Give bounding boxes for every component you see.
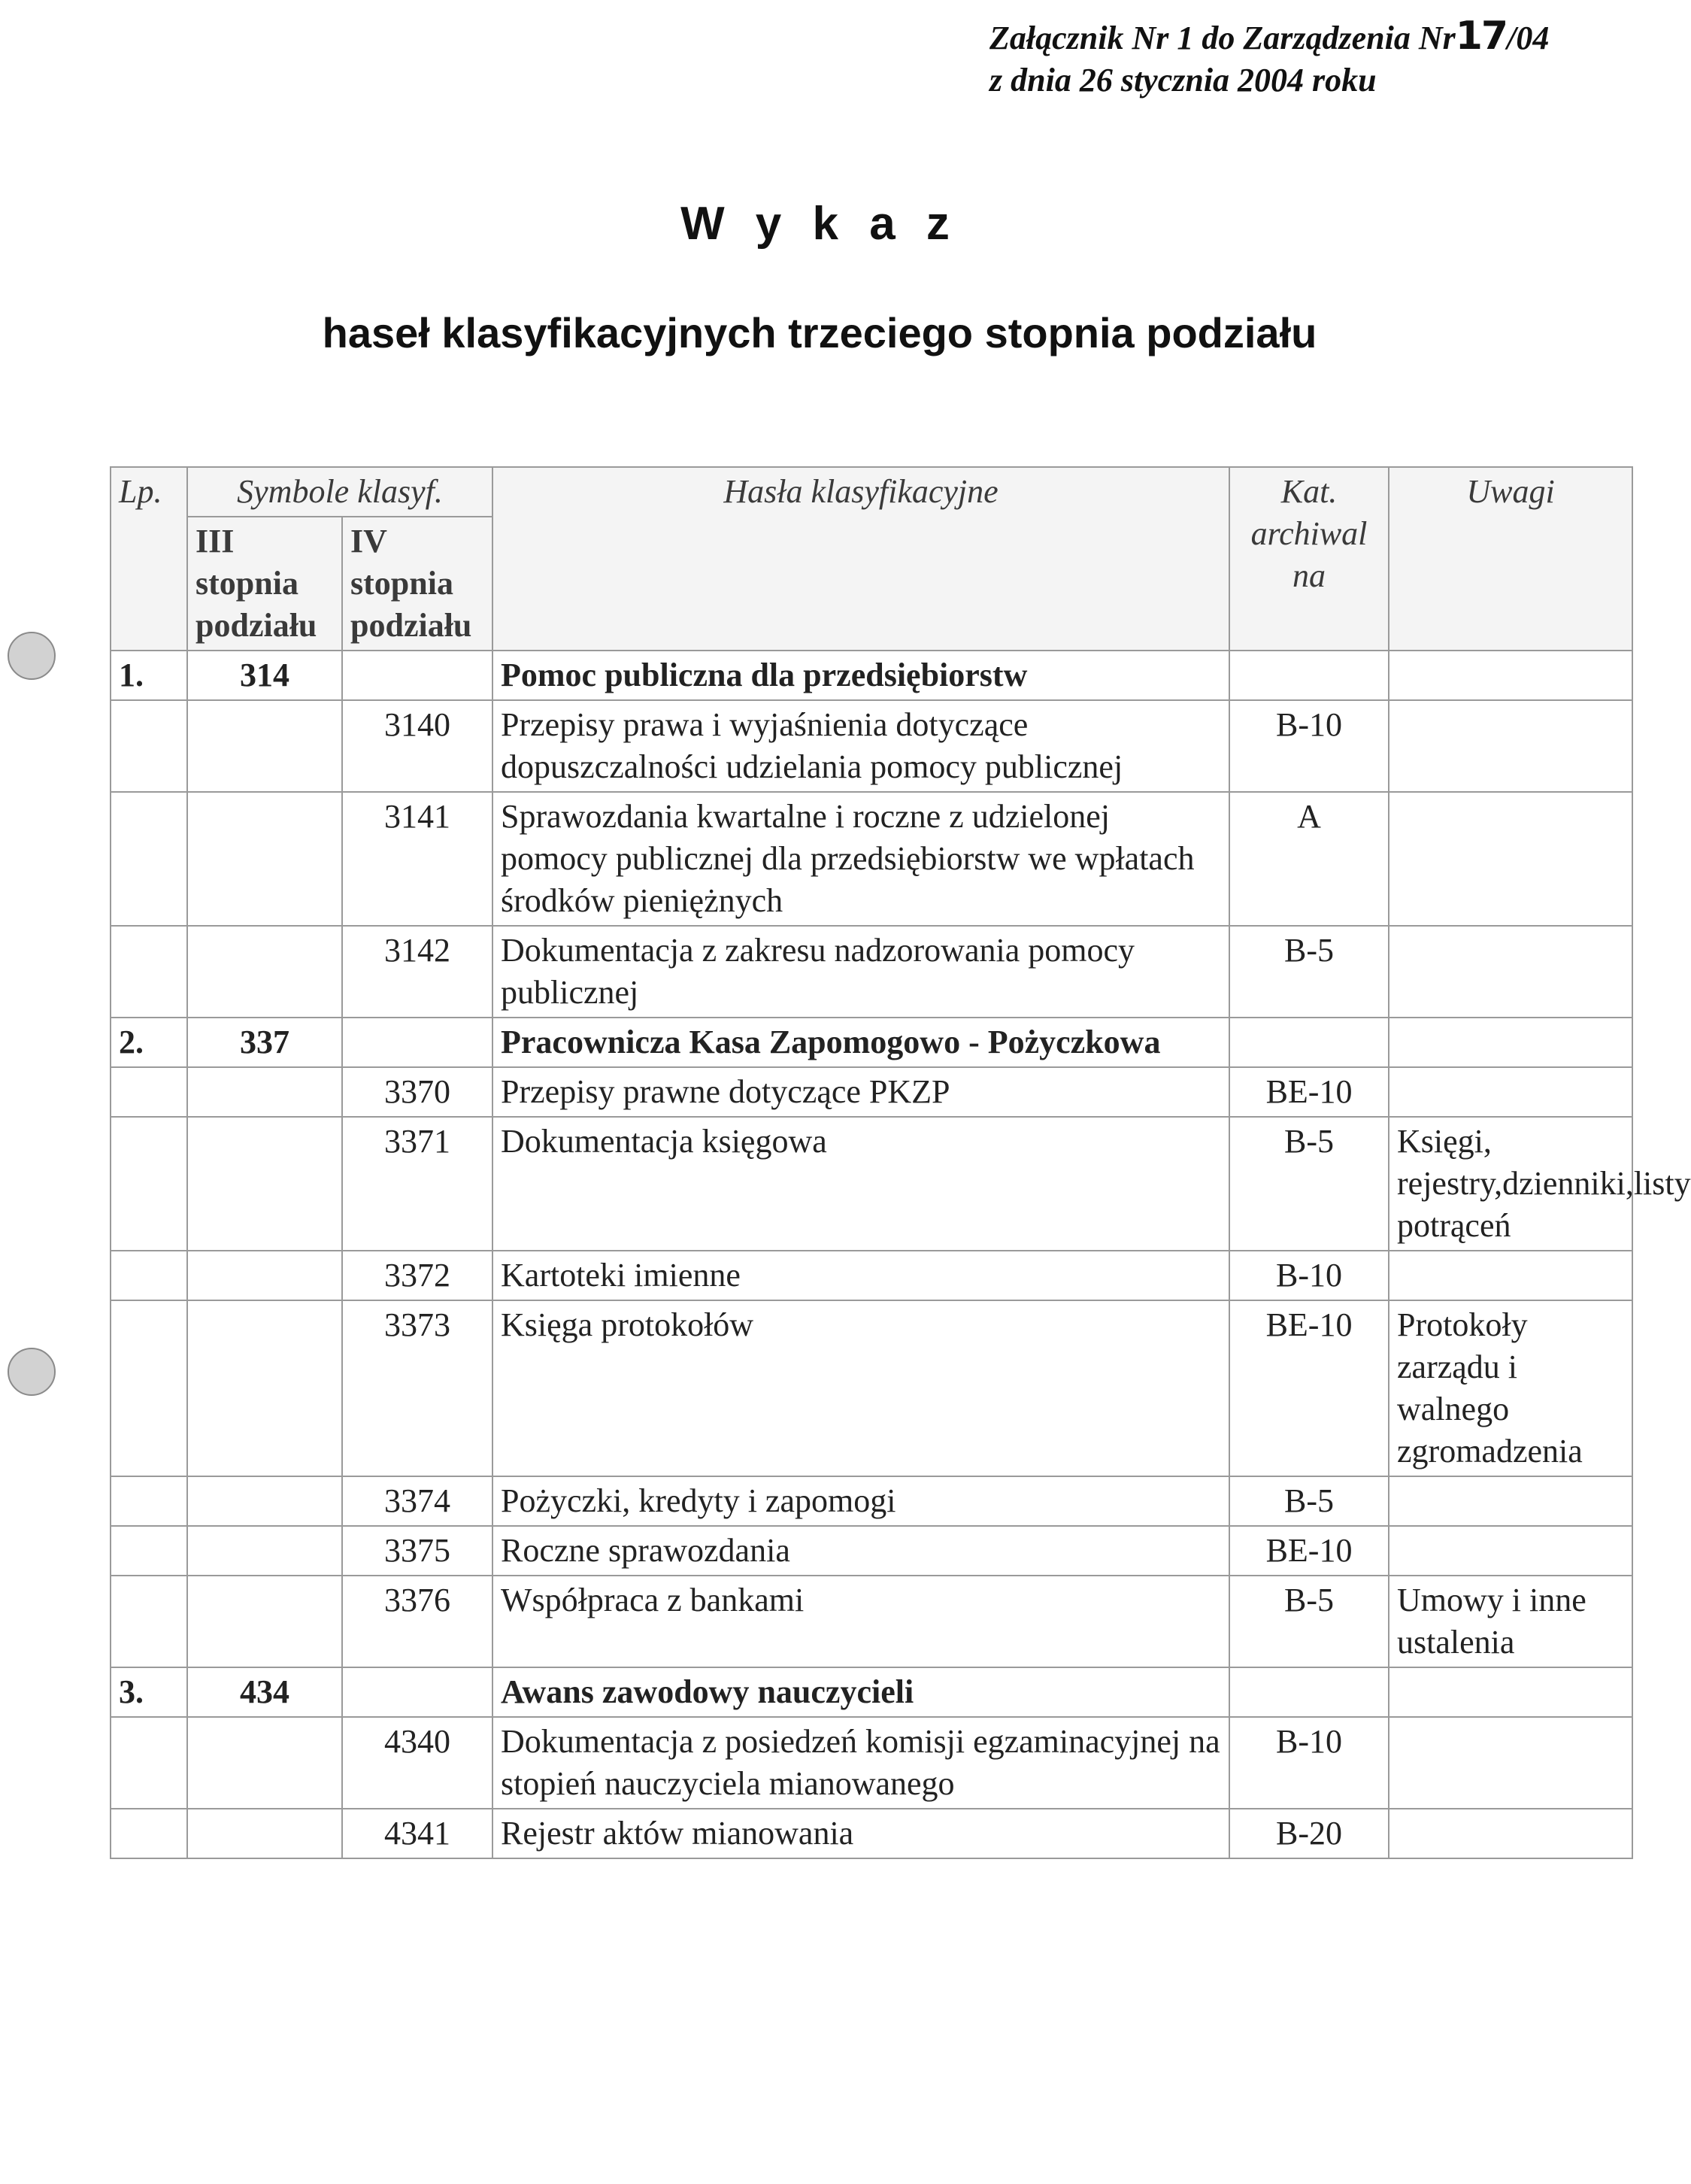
cell-symbol-iv: 4340 (342, 1717, 492, 1809)
cell-kategoria: BE-10 (1229, 1067, 1389, 1117)
cell-haslo: Przepisy prawa i wyjaśnienia dotyczące dopuszczalności udzielania pomocy publicznej (492, 700, 1229, 792)
cell-lp (111, 1717, 187, 1809)
header-kat: Kat. archiwal na (1229, 467, 1389, 651)
cell-lp (111, 1526, 187, 1576)
cell-symbol-iv: 3370 (342, 1067, 492, 1117)
cell-symbol-iv: 3371 (342, 1117, 492, 1251)
cell-symbol-iii (187, 1251, 342, 1300)
table-row (111, 792, 1632, 926)
cell-lp: 2. (111, 1018, 187, 1067)
punch-hole-bottom (8, 1348, 56, 1396)
cell-haslo: Dokumentacja z posiedzeń komisji egzaminacyjnej na stopień nauczyciela mianowanego (492, 1717, 1229, 1809)
cell-kategoria: BE-10 (1229, 1300, 1389, 1476)
cell-haslo: Przepisy prawne dotyczące PKZP (492, 1067, 1229, 1117)
table-row (111, 1067, 1632, 1117)
classification-table (110, 466, 1691, 1859)
cell-kategoria: B-20 (1229, 1809, 1389, 1858)
table-group-row (111, 1667, 1632, 1717)
cell-haslo: Dokumentacja z zakresu nadzorowania pomocy publicznej (492, 926, 1229, 1018)
cell-symbol-iv: 3142 (342, 926, 492, 1018)
cell-lp (111, 1476, 187, 1526)
cell-symbol-iv (342, 1667, 492, 1717)
attachment-note (989, 15, 1549, 102)
attachment-note-line2: z dnia 26 stycznia 2004 roku (989, 62, 1377, 99)
cell-kategoria: B-5 (1229, 1117, 1389, 1251)
cell-lp (111, 1576, 187, 1667)
header-hasla: Hasła klasyfikacyjne (492, 467, 1229, 651)
cell-symbol-iii (187, 1300, 342, 1476)
cell-symbol-iii (187, 1476, 342, 1526)
cell-kategoria (1229, 1667, 1389, 1717)
table-body (111, 651, 1691, 1858)
cell-uwagi (1389, 1667, 1632, 1717)
cell-haslo: Pomoc publiczna dla przedsiębiorstw (492, 651, 1229, 700)
cell-haslo: Awans zawodowy nauczycieli (492, 1667, 1229, 1717)
cell-haslo: Sprawozdania kwartalne i roczne z udzielonej pomocy publicznej dla przedsiębiorstw we wpłatach środków pieniężnych (492, 792, 1229, 926)
cell-haslo: Roczne sprawozdania (492, 1526, 1229, 1576)
cell-haslo: Kartoteki imienne (492, 1251, 1229, 1300)
cell-symbol-iii (187, 1117, 342, 1251)
cell-symbol-iv: 3374 (342, 1476, 492, 1526)
document-title: W y k a z (680, 198, 959, 250)
table-row (111, 700, 1632, 792)
table-group-row (111, 1018, 1632, 1067)
cell-lp (111, 700, 187, 792)
cell-symbol-iii (187, 1067, 342, 1117)
cell-symbol-iv: 3372 (342, 1251, 492, 1300)
header-symbole: Symbole klasyf. (187, 467, 492, 517)
cell-symbol-iv: 3376 (342, 1576, 492, 1667)
header-col4: IV stopnia podziału (342, 517, 492, 651)
cell-uwagi (1389, 1717, 1632, 1809)
cell-kategoria: B-10 (1229, 1251, 1389, 1300)
cell-kategoria: B-5 (1229, 1476, 1389, 1526)
cell-symbol-iii: 337 (187, 1018, 342, 1067)
cell-lp (111, 1117, 187, 1251)
cell-symbol-iv: 3375 (342, 1526, 492, 1576)
cell-kategoria: A (1229, 792, 1389, 926)
cell-uwagi (1389, 1526, 1632, 1576)
cell-lp: 3. (111, 1667, 187, 1717)
cell-uwagi (1389, 792, 1632, 926)
document-subtitle: haseł klasyfikacyjnych trzeciego stopnia podziału (322, 309, 1317, 356)
table-row (111, 1809, 1632, 1858)
cell-lp (111, 1809, 187, 1858)
cell-symbol-iv (342, 1018, 492, 1067)
table-row (111, 1251, 1632, 1300)
cell-uwagi (1389, 926, 1632, 1018)
cell-symbol-iii (187, 1717, 342, 1809)
cell-lp (111, 1300, 187, 1476)
cell-symbol-iii (187, 926, 342, 1018)
cell-symbol-iv: 3373 (342, 1300, 492, 1476)
cell-symbol-iv (342, 651, 492, 700)
cell-kategoria: B-10 (1229, 1717, 1389, 1809)
cell-uwagi: Protokoły zarządu i walnego zgromadzenia (1389, 1300, 1632, 1476)
cell-symbol-iii (187, 1526, 342, 1576)
table-row (111, 1526, 1632, 1576)
cell-symbol-iii: 434 (187, 1667, 342, 1717)
table-row (111, 1476, 1632, 1526)
table-row (111, 1300, 1632, 1476)
header-uwagi: Uwagi (1389, 467, 1632, 651)
attachment-note-line1 (989, 15, 1549, 59)
cell-lp (111, 792, 187, 926)
cell-haslo: Współpraca z bankami (492, 1576, 1229, 1667)
punch-hole-top (8, 632, 56, 680)
cell-lp: 1. (111, 651, 187, 700)
cell-uwagi (1389, 1476, 1632, 1526)
cell-haslo: Dokumentacja księgowa (492, 1117, 1229, 1251)
table-row (111, 1117, 1632, 1251)
header-lp: Lp. (111, 467, 187, 651)
cell-symbol-iii (187, 792, 342, 926)
cell-uwagi (1389, 1809, 1632, 1858)
cell-kategoria: BE-10 (1229, 1526, 1389, 1576)
cell-uwagi (1389, 1018, 1632, 1067)
cell-uwagi: Umowy i inne ustalenia (1389, 1576, 1632, 1667)
handwritten-number: 17 (1455, 14, 1508, 59)
table-group-row (111, 651, 1632, 700)
cell-kategoria: B-5 (1229, 1576, 1389, 1667)
cell-haslo: Pożyczki, kredyty i zapomogi (492, 1476, 1229, 1526)
cell-kategoria (1229, 1018, 1389, 1067)
cell-uwagi (1389, 1251, 1632, 1300)
cell-symbol-iii: 314 (187, 651, 342, 700)
cell-kategoria (1229, 651, 1389, 700)
cell-symbol-iii (187, 1576, 342, 1667)
cell-lp (111, 926, 187, 1018)
cell-symbol-iii (187, 700, 342, 792)
cell-uwagi (1389, 651, 1632, 700)
table-row (111, 1717, 1632, 1809)
attachment-note-suffix: /04 (1507, 20, 1550, 56)
cell-uwagi: Księgi, rejestry,dzienniki,listy potrąceń (1389, 1117, 1632, 1251)
cell-kategoria: B-10 (1229, 700, 1389, 792)
cell-symbol-iii (187, 1809, 342, 1858)
table-header-row (111, 467, 1632, 517)
cell-lp (111, 1067, 187, 1117)
cell-symbol-iv: 3141 (342, 792, 492, 926)
cell-haslo: Rejestr aktów mianowania (492, 1809, 1229, 1858)
attachment-note-prefix: Załącznik Nr 1 do Zarządzenia Nr (989, 20, 1456, 56)
cell-haslo: Księga protokołów (492, 1300, 1229, 1476)
table-row (111, 926, 1632, 1018)
cell-symbol-iv: 4341 (342, 1809, 492, 1858)
table-row (111, 1576, 1632, 1667)
cell-lp (111, 1251, 187, 1300)
cell-uwagi (1389, 700, 1632, 792)
cell-kategoria: B-5 (1229, 926, 1389, 1018)
cell-uwagi (1389, 1067, 1632, 1117)
cell-symbol-iv: 3140 (342, 700, 492, 792)
cell-haslo: Pracownicza Kasa Zapomogowo - Pożyczkowa (492, 1018, 1229, 1067)
header-col3: III stopnia podziału (187, 517, 342, 651)
